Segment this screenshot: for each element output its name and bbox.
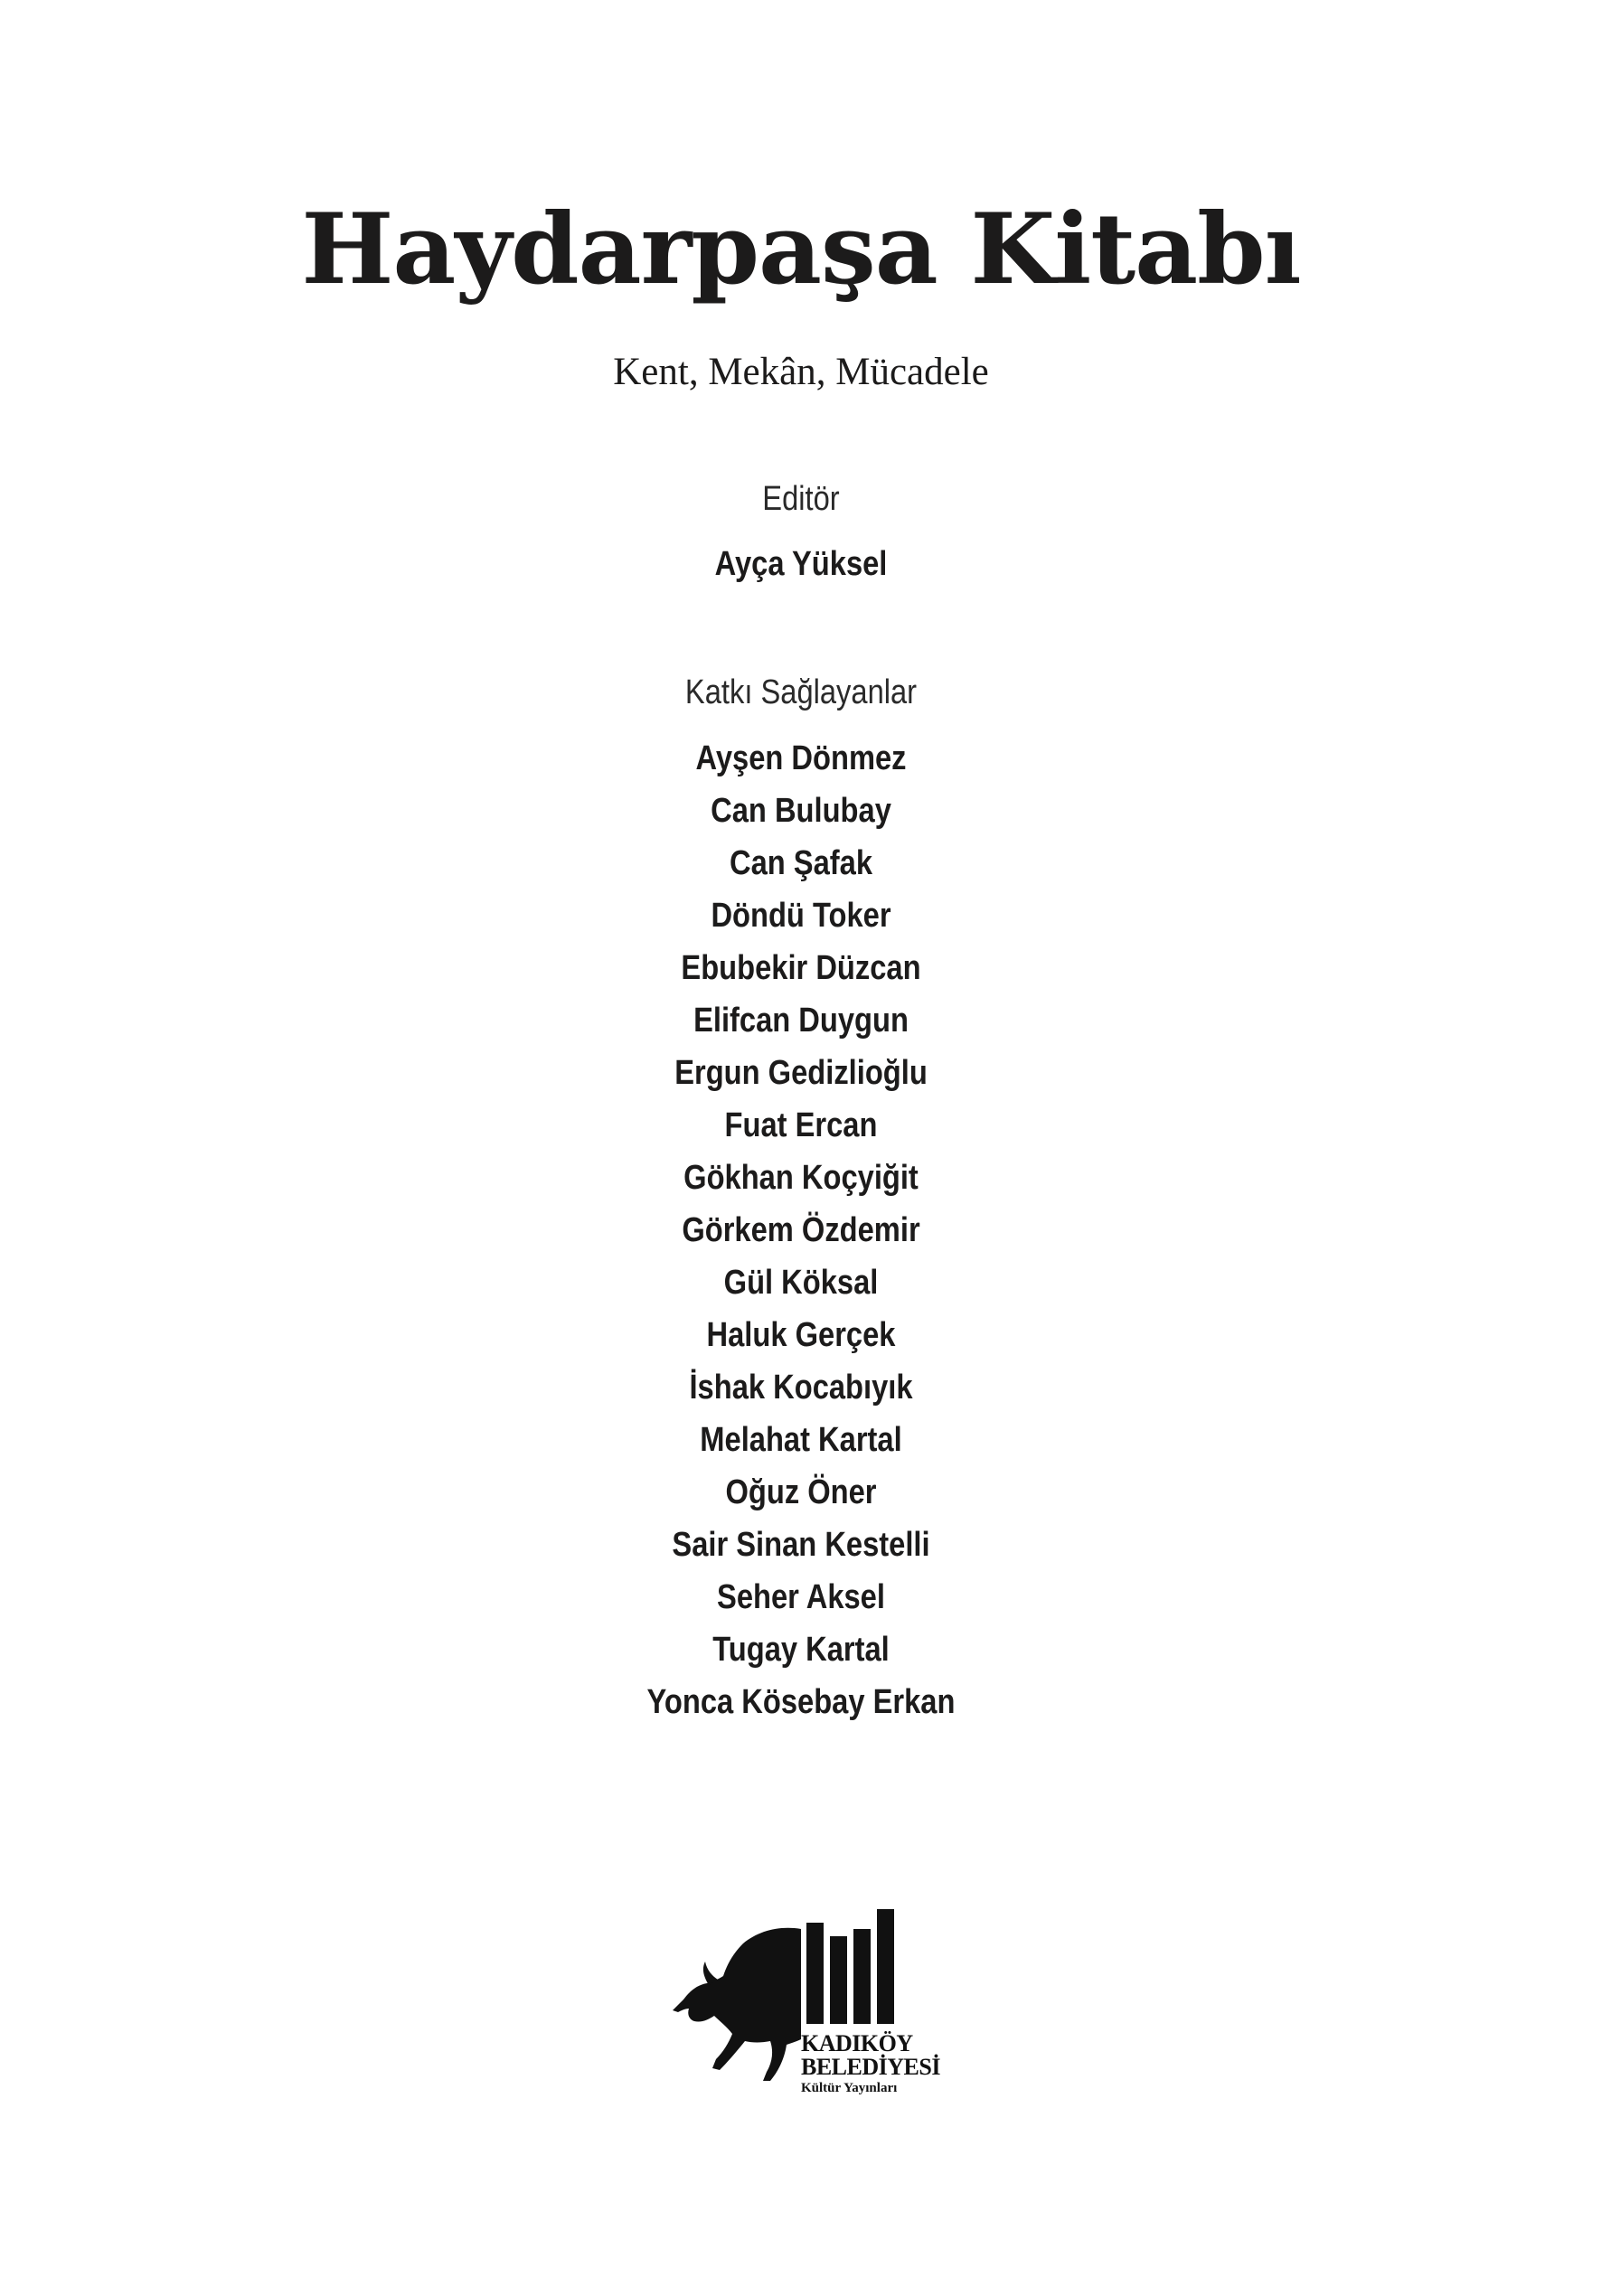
contributor-name: Yonca Kösebay Erkan [646,1683,956,1721]
book-subtitle: Kent, Mekân, Mücadele [613,351,989,393]
contributor-name: Sair Sinan Kestelli [672,1526,930,1564]
contributor-name: Fuat Ercan [724,1106,878,1144]
publisher-logo-line2: BELEDİYESİ [801,2054,940,2080]
contributor-name: Oğuz Öner [725,1473,877,1511]
contributor-name: Gökhan Koçyiğit [683,1159,919,1197]
contributor-name: Can Şafak [729,844,873,882]
publisher-logo-line3: Kültür Yayınları [801,2081,898,2095]
contributor-name: Tugay Kartal [712,1631,890,1669]
publisher-logo [673,1909,980,2099]
publisher-logo-text [801,2032,940,2096]
contributor-name: Döndü Toker [711,897,891,935]
contributor-name: Haluk Gerçek [706,1316,896,1354]
contributor-name: Ayşen Dönmez [695,739,907,777]
contributors-label: Katkı Sağlayanlar [684,673,918,711]
contributor-name: Ergun Gedizlioğlu [674,1054,928,1092]
contributor-name: Görkem Özdemir [682,1211,920,1249]
contributor-name: Elifcan Duygun [693,1002,909,1040]
book-title: Haydarpaşa Kitabı [301,193,1301,306]
contributor-name: Melahat Kartal [700,1421,902,1459]
contributor-name: İshak Kocabıyık [689,1369,913,1407]
contributor-name: Gül Köksal [723,1264,879,1302]
contributor-name: Seher Aksel [717,1578,885,1616]
editor-name: Ayça Yüksel [714,545,888,583]
editor-label: Editör [762,480,840,518]
contributor-name: Can Bulubay [711,792,891,830]
contributor-name: Ebubekir Düzcan [681,949,921,987]
publisher-logo-line1: KADIKÖY [801,2030,913,2056]
contributor-list [0,732,1602,1728]
